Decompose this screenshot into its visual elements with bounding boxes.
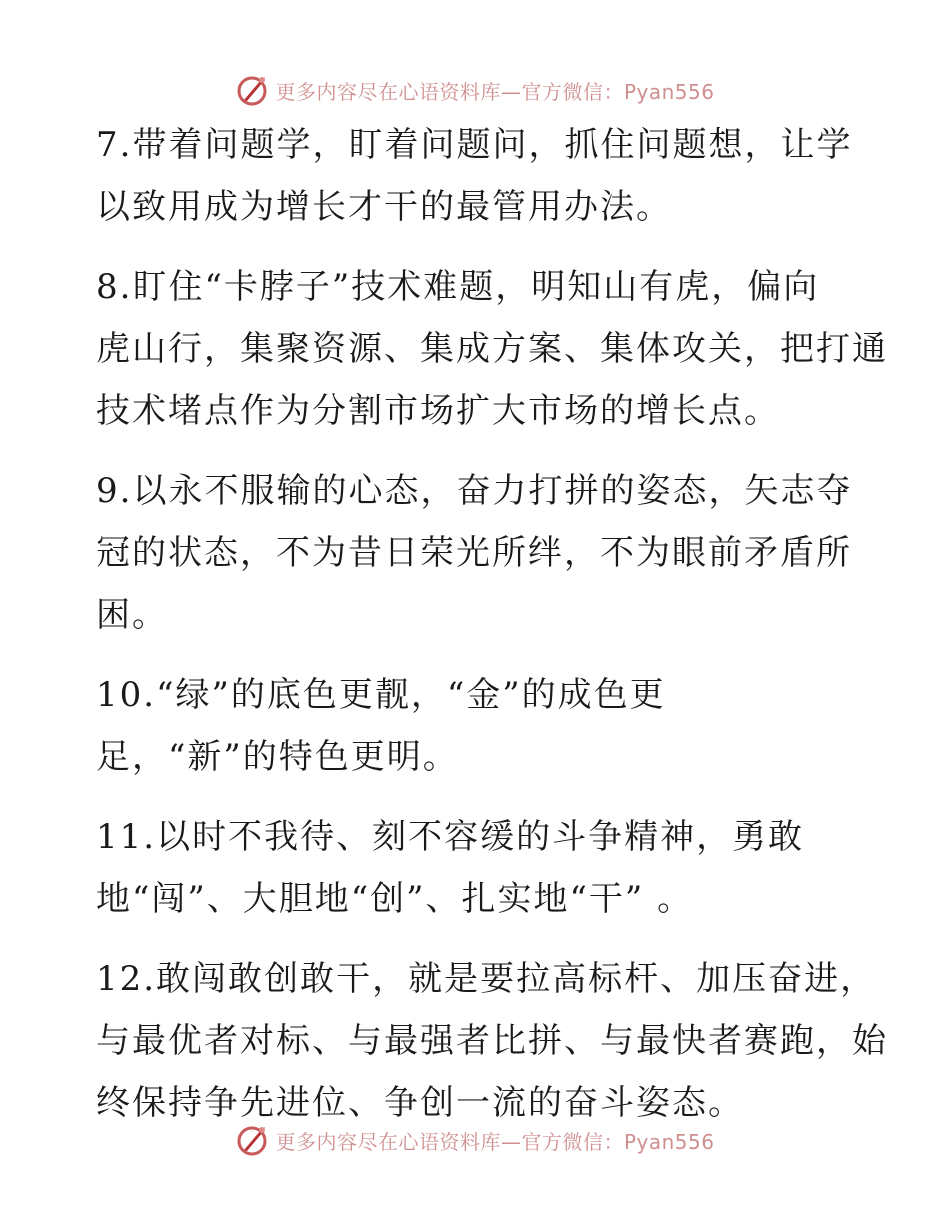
text-line: 11.以时不我待、刻不容缓的斗争精神，勇敢 [96,817,805,857]
paragraph-12 [96,948,888,1134]
paragraph-7 [96,114,856,238]
footer-watermark [0,1118,950,1162]
text-line: 9.以永不服输的心态，奋力打拼的姿态，矢志夺 [96,471,853,511]
watermark-text: 更多内容尽在心语资料库—官方微信：Pyan556 [275,79,715,104]
text-line: 8.盯住“卡脖子”技术难题，明知山有虎，偏向 [96,267,820,307]
text-line: 7.带着问题学，盯着问题问，抓住问题想，让学 [96,125,853,165]
text-line: 足，“新”的特色更明。 [96,737,459,777]
text-line: 与最优者对标、与最强者比拼、与最快者赛跑，始 [96,1021,888,1061]
quill-pen-logo-icon [235,72,271,108]
paragraph-9 [96,460,856,646]
text-line: 技术堵点作为分割市场扩大市场的增长点。 [96,391,780,431]
document-body [96,114,888,1152]
text-line: 地“闯”、大胆地“创”、扎实地“干” 。 [96,879,694,919]
text-line: 终保持争先进位、争创一流的奋斗姿态。 [96,1083,744,1123]
quill-pen-logo-icon [235,1122,271,1158]
paragraph-11 [96,806,856,930]
watermark-text: 更多内容尽在心语资料库—官方微信：Pyan556 [275,1129,715,1154]
text-line: 12.敢闯敢创敢干，就是要拉高标杆、加压奋进， [96,959,877,999]
text-line: 冠的状态，不为昔日荣光所绊，不为眼前矛盾所 [96,533,852,573]
header-watermark [0,68,950,112]
text-line: 以致用成为增长才干的最管用办法。 [96,187,672,227]
text-line: 虎山行，集聚资源、集成方案、集体攻关，把打通 [96,329,888,369]
paragraph-10 [96,664,856,788]
text-line: 10.“绿”的底色更靓，“金”的成色更 [96,675,666,715]
text-line: 困。 [96,595,168,635]
paragraph-8 [96,256,888,442]
